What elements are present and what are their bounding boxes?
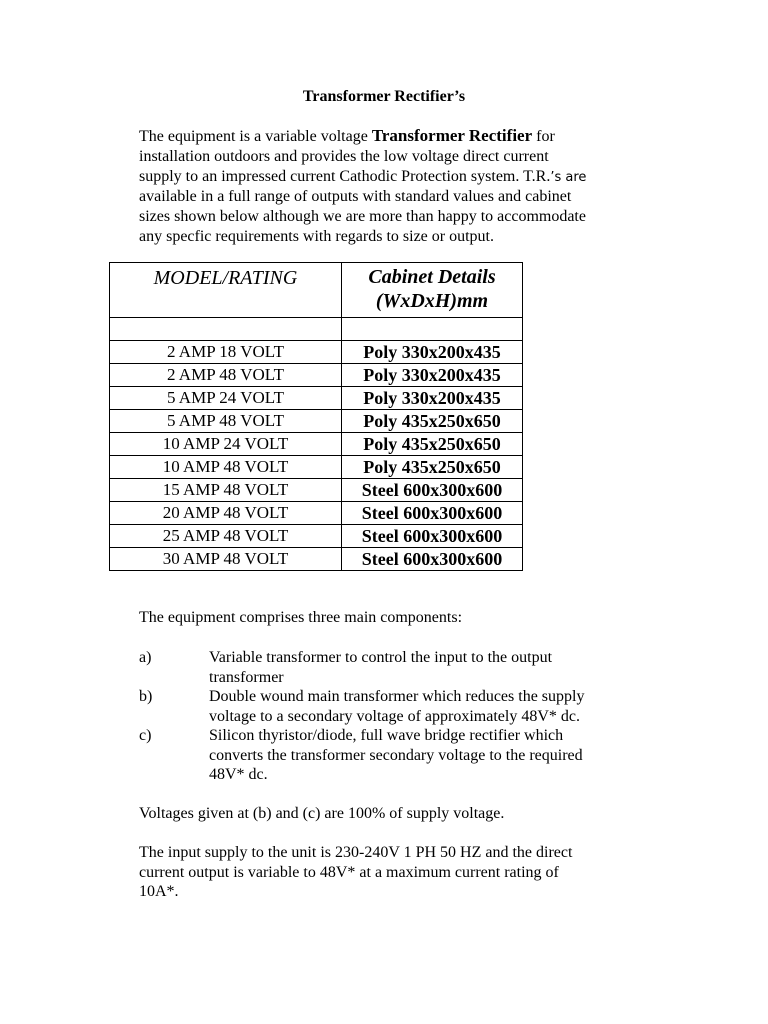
table-row	[110, 456, 523, 479]
header-cabinet-line-2: (WxDxH)mm	[375, 290, 489, 312]
intro-line-3	[139, 167, 679, 188]
table-row	[110, 410, 523, 433]
list-item-line: 48V* dc.	[209, 766, 268, 783]
intro-text: The equipment is a variable voltage	[139, 128, 372, 145]
components-intro: The equipment comprises three main components:	[139, 609, 463, 626]
list-item	[139, 726, 679, 785]
cabinet-cell: Poly 330x200x435	[342, 364, 523, 387]
cabinet-cell: Poly 330x200x435	[342, 387, 523, 410]
cabinet-cell: Steel 600x300x600	[342, 479, 523, 502]
intro-paragraph	[139, 126, 679, 247]
list-marker: a)	[139, 649, 152, 666]
model-cell: 2 AMP 18 VOLT	[110, 341, 342, 364]
model-rating-table	[109, 262, 523, 571]
intro-emphasis: Transformer Rectifier	[371, 126, 533, 145]
model-cell: 30 AMP 48 VOLT	[110, 548, 342, 571]
list-item-line: Variable transformer to control the input to the output	[209, 649, 553, 666]
table-row	[110, 548, 523, 571]
input-supply-paragraph	[139, 843, 572, 902]
model-cell: 10 AMP 48 VOLT	[110, 456, 342, 479]
intro-text: supply to an impressed current Cathodic Protection system. T.R.	[139, 167, 551, 185]
table-row	[110, 433, 523, 456]
cabinet-cell: Steel 600x300x600	[342, 525, 523, 548]
intro-line-1	[139, 126, 679, 147]
list-item-line: Silicon thyristor/diode, full wave bridge rectifier which	[209, 727, 564, 744]
list-item-line: transformer	[209, 668, 284, 686]
empty-cell	[110, 318, 342, 341]
cabinet-cell: Poly 435x250x650	[342, 456, 523, 479]
empty-cell	[342, 318, 523, 341]
table-row	[110, 479, 523, 502]
model-cell: 5 AMP 24 VOLT	[110, 387, 342, 410]
header-cabinet-details	[342, 263, 523, 318]
components-list	[139, 648, 679, 785]
cabinet-cell: Poly 435x250x650	[342, 433, 523, 456]
model-cell: 10 AMP 24 VOLT	[110, 433, 342, 456]
cabinet-cell: Steel 600x300x600	[342, 548, 523, 571]
intro-line-2: installation outdoors and provides the low voltage direct current	[139, 147, 549, 165]
model-cell: 2 AMP 48 VOLT	[110, 364, 342, 387]
table-row	[110, 364, 523, 387]
model-cell: 15 AMP 48 VOLT	[110, 479, 342, 502]
table-header-row	[110, 263, 523, 318]
list-item-line: converts the transformer secondary voltage to the required	[209, 746, 583, 764]
list-item-line: voltage to a secondary voltage of approximately 48V* dc.	[209, 707, 580, 725]
list-marker: b)	[139, 688, 153, 705]
intro-line-6: any specfic requirements with regards to size or output.	[139, 227, 494, 245]
model-cell: 5 AMP 48 VOLT	[110, 410, 342, 433]
intro-line-4: available in a full range of outputs with standard values and cabinet	[139, 188, 572, 206]
table-row	[110, 525, 523, 548]
table-empty-row	[110, 318, 523, 341]
input-supply-line-3: 10A*.	[139, 883, 179, 900]
intro-text-sans: ’s are	[550, 169, 587, 185]
input-supply-line-1: The input supply to the unit is 230-240V 1 PH 50 HZ and the direct	[139, 844, 573, 861]
cabinet-cell: Poly 330x200x435	[342, 341, 523, 364]
header-model-rating: MODEL/RATING	[110, 263, 342, 318]
table-row	[110, 387, 523, 410]
list-item	[139, 687, 679, 726]
list-item	[139, 648, 679, 687]
voltages-note: Voltages given at (b) and (c) are 100% of supply voltage.	[139, 805, 505, 822]
intro-line-5: sizes shown below although we are more than happy to accommodate	[139, 208, 586, 226]
list-item-line: Double wound main transformer which reduces the supply	[209, 688, 585, 705]
document-title: Transformer Rectifier’s	[302, 88, 466, 105]
table-row	[110, 341, 523, 364]
table-row	[110, 502, 523, 525]
cabinet-cell: Poly 435x250x650	[342, 410, 523, 433]
model-cell: 20 AMP 48 VOLT	[110, 502, 342, 525]
intro-text: for	[532, 128, 555, 145]
cabinet-cell: Steel 600x300x600	[342, 502, 523, 525]
model-cell: 25 AMP 48 VOLT	[110, 525, 342, 548]
input-supply-line-2: current output is variable to 48V* at a maximum current rating of	[139, 863, 559, 881]
header-cabinet-line-1: Cabinet Details	[368, 266, 496, 288]
list-marker: c)	[139, 727, 152, 744]
